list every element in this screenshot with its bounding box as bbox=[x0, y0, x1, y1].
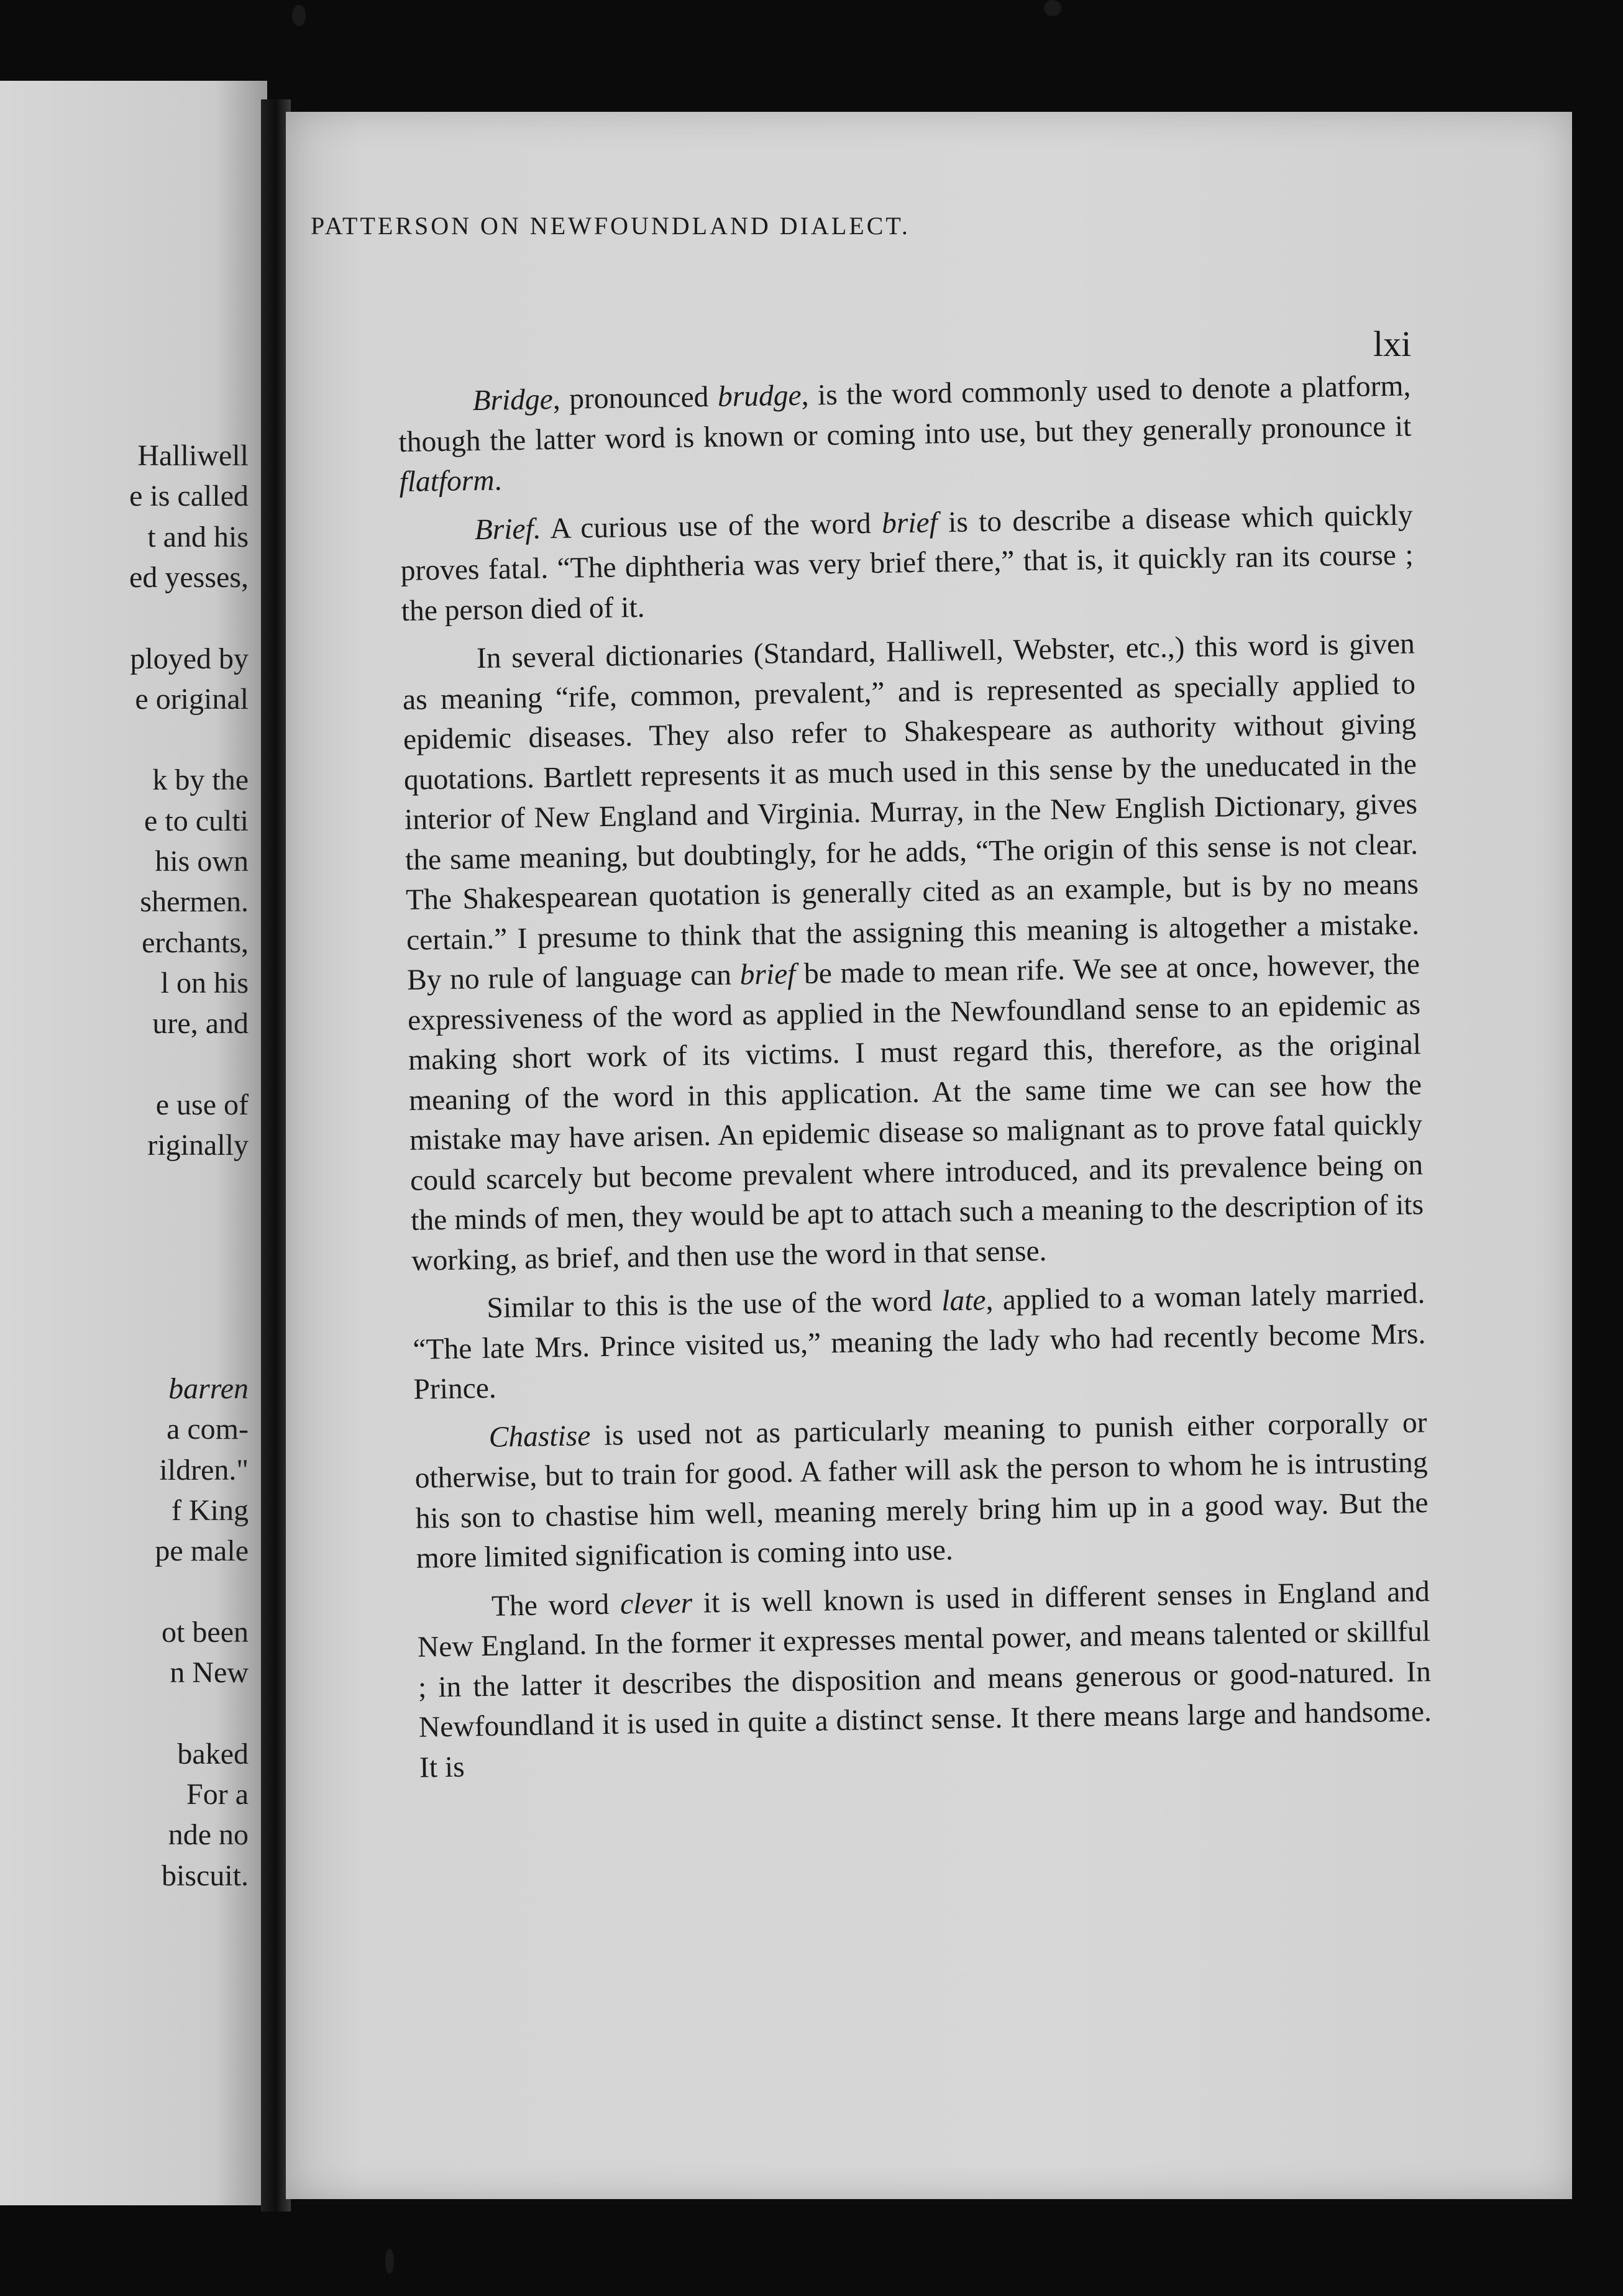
left-page-fragment: pe male bbox=[155, 1534, 249, 1568]
italic-term: clever bbox=[619, 1587, 693, 1621]
scan-speck bbox=[385, 2249, 394, 2274]
text-run: The word bbox=[491, 1588, 621, 1623]
paragraph bbox=[398, 366, 1412, 502]
text-run: . bbox=[494, 464, 502, 497]
left-page-fragment: biscuit. bbox=[162, 1859, 249, 1892]
left-page-fragment: l on his bbox=[160, 966, 249, 1000]
italic-term: Chastise bbox=[488, 1419, 591, 1454]
left-page-fragment: e use of bbox=[155, 1088, 249, 1121]
page-number: lxi bbox=[1373, 324, 1412, 364]
text-run: , is the word commonly used to denote a platform, though the latter word is known or coming into use, but they generally pronounce it bbox=[398, 370, 1412, 458]
left-page-fragment: ot been bbox=[162, 1615, 249, 1649]
left-page-fragment: nde no bbox=[168, 1818, 249, 1852]
left-page-fragment: his own bbox=[155, 845, 249, 878]
left-page-fragment: For a bbox=[186, 1777, 249, 1811]
paragraph bbox=[402, 624, 1425, 1280]
left-page-fragment: n New bbox=[170, 1656, 249, 1689]
left-page-fragment: a com- bbox=[167, 1413, 249, 1446]
text-run: In several dictionaries (Standard, Halliwell, Webster, etc.,) this word is given as meaning “rife, common, prevalent,” and is represented as specially applied to epidemic diseases. They also refer to Shakespeare as authority without giving quotations. Bartlett represents it as much used in this sense by the uneducated in the interior of New England and Virginia. Murray, in the New English Dictionary, gives the same meaning, but doubtingly, for he adds, “The origin of this sense is not clear. The Shakespearean quotation is generally cited as an example, but is by no means certain.” I presume to think that the assigning this meaning is altogether a mistake. By no rule of language can bbox=[402, 627, 1420, 996]
left-page-fragment: Halliwell bbox=[137, 439, 249, 472]
scan-speck bbox=[292, 5, 306, 26]
left-page-fragment: e original bbox=[135, 682, 249, 716]
text-run: be made to mean rife. We see at once, however, the expressiveness of the word as applied in the Newfoundland sense to an epidemic as making short work of its victims. I must regard this, therefore, as the original meaning of the word in this application. At the same time we can see how the mistake may have arisen. An epidemic disease so malignant as to prove fatal quickly could scarcely but become prevalent where introduced, and its prevalence being on the minds of men, they would be apt to attach such a meaning to the description of its working, as brief, and then use the word in that sense. bbox=[407, 948, 1424, 1277]
text-run: , applied to a woman lately married. “The late Mrs. Prince visited us,” meaning the lady who had recently become Mrs. Prince. bbox=[413, 1277, 1426, 1406]
left-page-fragment: ildren." bbox=[159, 1453, 249, 1487]
left-page-fragment: ure, and bbox=[152, 1007, 249, 1041]
italic-term: brudge bbox=[717, 379, 802, 413]
text-run: is to describe a disease which quickly proves fatal. “The diphtheria was very brief there,” that is, it quickly ran its course ; the person died of it. bbox=[400, 498, 1414, 627]
left-page-fragment: riginally bbox=[147, 1129, 249, 1162]
text-run: A curious use of the word bbox=[541, 507, 882, 545]
italic-term: brief bbox=[739, 958, 796, 991]
running-head: PATTERSON ON NEWFOUNDLAND DIALECT. bbox=[311, 212, 910, 240]
text-run: it is well known is used in different senses in England and New England. In the former it expresses mental power, and means talented or skillful ; in the latter it describes the disposition and means generous or good-natured. In Newfoundland it is used in quite a distinct sense. It there means large and handsome. It is bbox=[417, 1575, 1432, 1784]
text-run: is used not as particularly meaning to punish either corporally or otherwise, but to train for good. A father will ask the person to whom he is intrusting his son to chastise him well, meaning merely bring him up in a good way. But the more limited signification is coming into use. bbox=[414, 1406, 1429, 1575]
paragraph bbox=[414, 1403, 1429, 1579]
text-run: , pronounced bbox=[552, 380, 718, 416]
left-page-fragment: e to culti bbox=[144, 804, 249, 837]
left-page-fragment: k by the bbox=[152, 763, 249, 797]
italic-term: brief bbox=[881, 506, 938, 540]
left-page-fragment: barren bbox=[168, 1372, 249, 1405]
paragraph bbox=[400, 495, 1414, 631]
left-page-fragment: erchants, bbox=[142, 926, 249, 959]
left-page-fragment: baked bbox=[177, 1737, 249, 1770]
left-page-fragment: t and his bbox=[147, 520, 249, 554]
text-run: Similar to this is the use of the word bbox=[487, 1285, 942, 1324]
left-page-fragment: e is called bbox=[129, 480, 249, 513]
paragraph bbox=[412, 1273, 1427, 1410]
left-page-fragment: ployed by bbox=[130, 642, 249, 675]
italic-term: flatform bbox=[399, 464, 495, 498]
body-text bbox=[398, 366, 1433, 1796]
italic-term: Brief. bbox=[474, 512, 542, 546]
left-page bbox=[0, 81, 267, 2205]
scan-speck bbox=[1044, 0, 1061, 16]
italic-term: late bbox=[941, 1284, 986, 1318]
italic-term: Bridge bbox=[472, 383, 554, 417]
paragraph bbox=[416, 1572, 1432, 1788]
left-page-fragment: f King bbox=[171, 1493, 249, 1527]
left-page-fragment: shermen. bbox=[140, 885, 249, 919]
left-page-fragment: ed yesses, bbox=[129, 560, 249, 594]
